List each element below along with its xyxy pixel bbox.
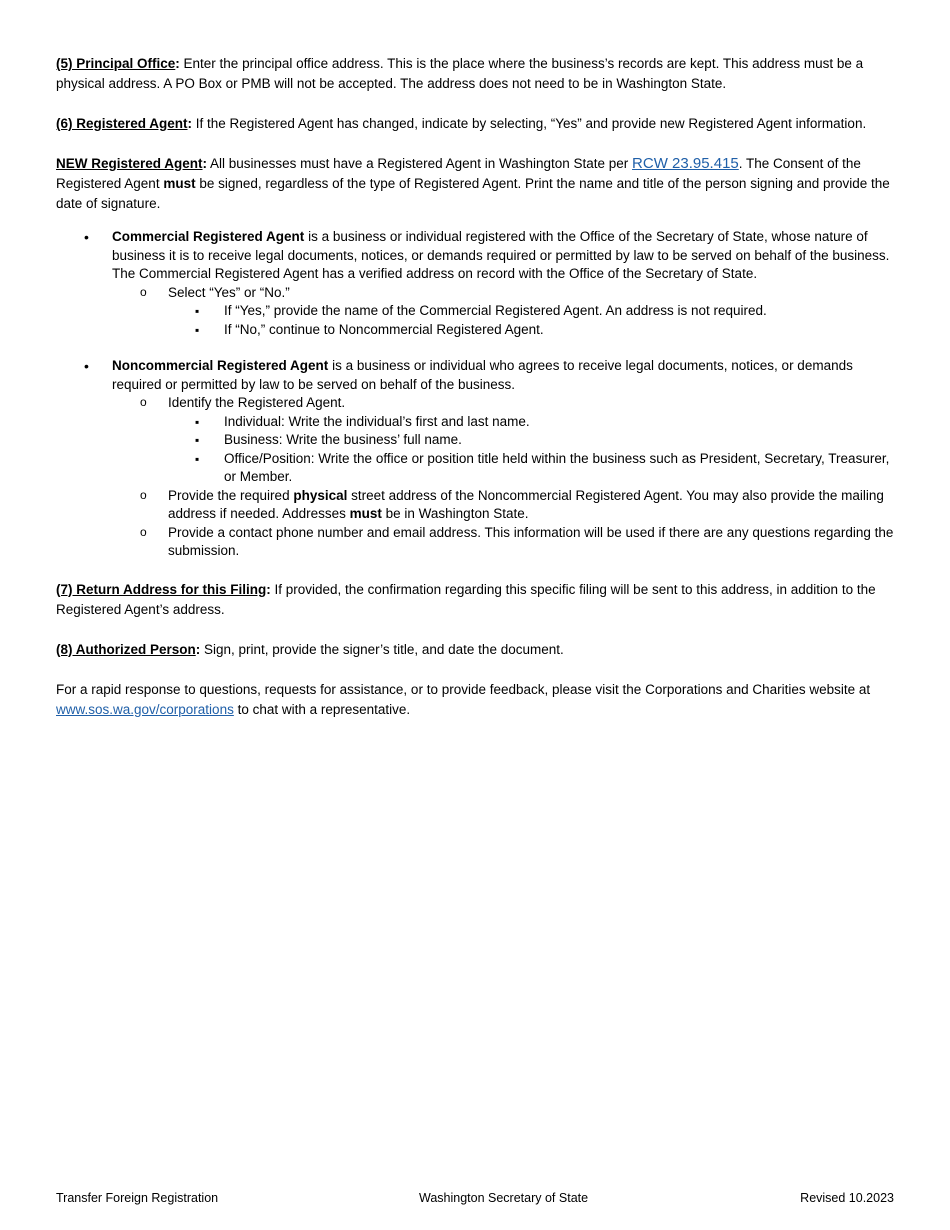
heading-colon: :: [175, 56, 180, 71]
principal-office-section: [56, 54, 896, 94]
rcw-link[interactable]: RCW 23.95.415: [632, 155, 739, 172]
new-agent-section: [56, 154, 896, 214]
document-page: [56, 54, 896, 720]
return-address-section: [56, 580, 896, 620]
list-item: [112, 394, 896, 487]
identify-agent-text: Identify the Registered Agent.: [168, 395, 346, 410]
heading-colon: :: [187, 116, 193, 131]
list-item-noncommercial: [56, 357, 896, 561]
agent-types-list: [56, 228, 896, 561]
address-text: Provide the required: [168, 487, 294, 503]
list-item: ▪ Office/Position: Write the office or position title held within the business such as President, Secretary, Treasurer, or Member.: [168, 450, 896, 487]
list-item: ▪ If “No,” continue to Noncommercial Registered Agent.: [168, 321, 896, 340]
physical-emphasis: physical: [293, 487, 348, 503]
heading-colon: :: [202, 156, 208, 171]
authorized-person-section: [56, 640, 896, 660]
heading-colon: :: [266, 581, 271, 597]
principal-office-heading: (5) Principal Office: [56, 56, 176, 71]
footer-form-title: Transfer Foreign Registration: [56, 1191, 219, 1205]
list-item: ▪ Business: Write the business’ full name.: [168, 431, 896, 450]
authorized-person-heading: (8) Authorized Person: [56, 641, 196, 657]
noncommercial-text: is a business or individual who agrees to receive legal documents, notices, or demands required or permitted by law to be served on behalf of the business.: [112, 358, 853, 392]
footer-revision: Revised 10.2023: [800, 1191, 894, 1205]
address-text-3: be in Washington State.: [381, 506, 529, 521]
noncommercial-term: Noncommercial Registered Agent: [112, 358, 329, 373]
contact-info-section: [56, 680, 896, 720]
contact-info-text: For a rapid response to questions, requests for assistance, or to provide feedback, please visit the Corporations and Charities website at: [56, 681, 871, 697]
list-item-commercial: [56, 228, 896, 339]
commercial-term: Commercial Registered Agent: [112, 229, 305, 244]
list-item: o Provide a contact phone number and email address. This information will be used if there are any questions regarding the submission.: [112, 524, 896, 561]
new-agent-text: All businesses must have a Registered Agent in Washington State per: [207, 156, 633, 171]
must-emphasis: must: [163, 176, 196, 191]
return-address-text: If provided, the confirmation regarding this specific filing will be sent to this address, in addition to the Registered Agent’s address.: [56, 581, 876, 617]
list-item: ▪ If “Yes,” provide the name of the Commercial Registered Agent. An address is not required.: [168, 302, 896, 321]
heading-colon: :: [195, 641, 201, 657]
footer-agency: Washington Secretary of State: [419, 1191, 589, 1205]
new-agent-text-2: . The Consent of the Registered Agent: [56, 156, 861, 191]
list-item: [112, 487, 896, 524]
new-agent-heading: NEW Registered Agent: [56, 156, 203, 171]
address-text-2: street address of the Noncommercial Registered Agent. You may also provide the mailing address if needed. Addresses: [168, 487, 884, 521]
registered-agent-section: [56, 114, 896, 134]
commercial-text: is a business or individual registered with the Office of the Secretary of State, whose nature of business it is to receive legal documents, notices, or demands required or permitted by law to be served on behalf of the business. The Commercial Registered Agent has a verified address on record with the Office of the Secretary of State.: [112, 229, 890, 281]
authorized-person-text: Sign, print, provide the signer’s title, and date the document.: [200, 641, 564, 657]
new-agent-text-3: be signed, regardless of the type of Registered Agent. Print the name and title of the person signing and provide the date of signature.: [56, 176, 890, 211]
must-emphasis: must: [349, 506, 382, 521]
select-yes-no-text: Select “Yes” or “No.”: [168, 284, 290, 300]
return-address-heading: (7) Return Address for this Filing: [56, 581, 267, 597]
registered-agent-heading: (6) Registered Agent: [56, 116, 188, 131]
registered-agent-text: If the Registered Agent has changed, indicate by selecting, “Yes” and provide new Registered Agent information.: [192, 116, 867, 131]
principal-office-text: Enter the principal office address. This is the place where the business’s records are kept. This address must be a physical address. A PO Box or PMB will not be accepted. The address does not need to be in Washington State.: [56, 56, 864, 91]
corporations-website-link[interactable]: www.sos.wa.gov/corporations: [56, 701, 234, 717]
contact-info-text-2: to chat with a representative.: [233, 701, 411, 717]
list-item: ▪ Individual: Write the individual’s first and last name.: [168, 413, 896, 432]
list-item: [112, 284, 896, 340]
